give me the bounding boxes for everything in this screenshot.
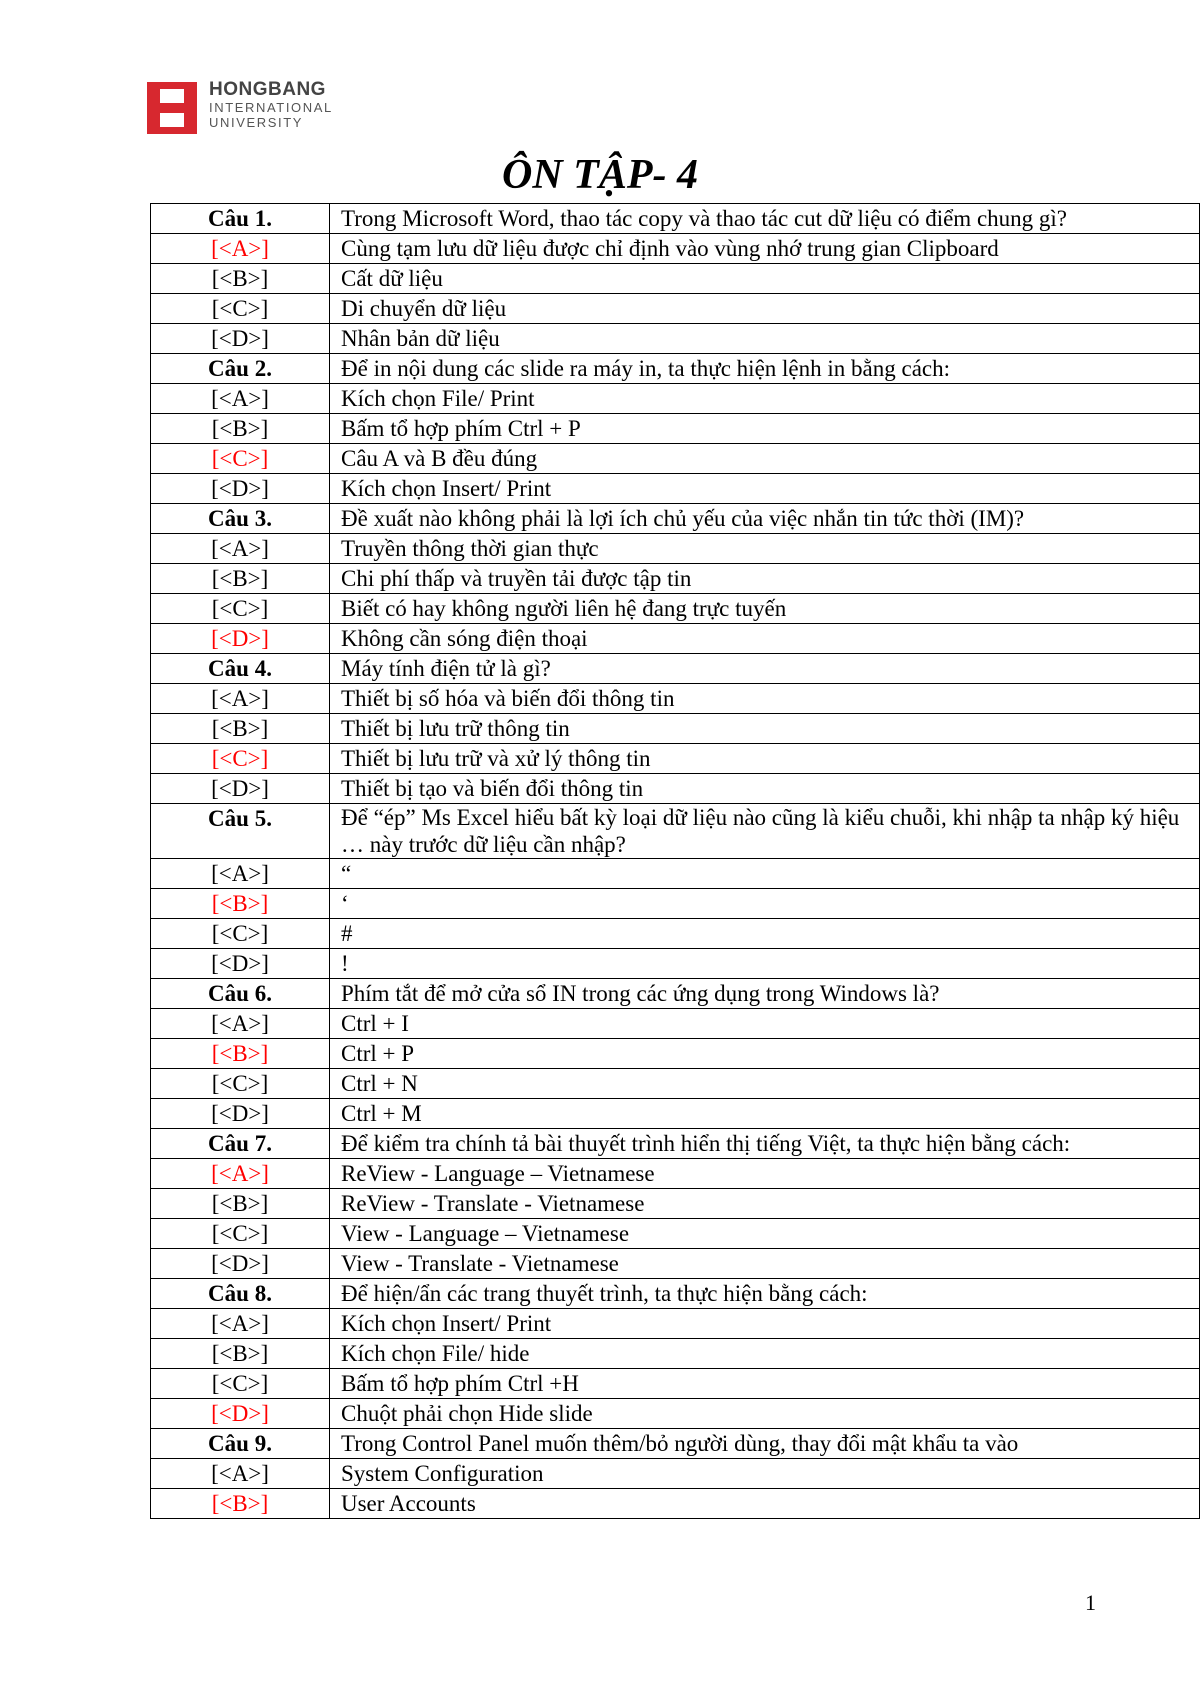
answer-option-row (151, 444, 1200, 474)
page-number: 1 (1085, 1590, 1096, 1615)
answer-option-row (151, 264, 1200, 294)
question-row (151, 1279, 1200, 1309)
option-text: Biết có hay không người liên hệ đang trực tuyến (330, 594, 1200, 624)
option-text: Không cần sóng điện thoại (330, 624, 1200, 654)
option-text: Cất dữ liệu (330, 264, 1200, 294)
option-label: [<B>] (151, 714, 330, 744)
option-text: ReView - Language – Vietnamese (330, 1159, 1200, 1189)
option-text: Chuột phải chọn Hide slide (330, 1399, 1200, 1429)
correct-option-label: [<D>] (151, 624, 330, 654)
question-row (151, 204, 1200, 234)
question-number: Câu 4. (151, 654, 330, 684)
answer-option-row (151, 859, 1200, 889)
option-label: [<B>] (151, 1339, 330, 1369)
question-number: Câu 7. (151, 1129, 330, 1159)
answer-option-row (151, 1339, 1200, 1369)
option-label: [<C>] (151, 1069, 330, 1099)
correct-option-label: [<C>] (151, 744, 330, 774)
answer-option-row (151, 1459, 1200, 1489)
answer-option-row (151, 949, 1200, 979)
option-text: Kích chọn Insert/ Print (330, 1309, 1200, 1339)
option-label: [<A>] (151, 1459, 330, 1489)
page-title: ÔN TẬP- 4 (502, 152, 698, 198)
option-label: [<A>] (151, 859, 330, 889)
option-text: Kích chọn File/ Print (330, 384, 1200, 414)
answer-option-row (151, 474, 1200, 504)
question-number: Câu 9. (151, 1429, 330, 1459)
option-text: Kích chọn Insert/ Print (330, 474, 1200, 504)
option-label: [<D>] (151, 949, 330, 979)
correct-option-label: [<C>] (151, 444, 330, 474)
option-text: View - Language – Vietnamese (330, 1219, 1200, 1249)
option-text: Bấm tổ hợp phím Ctrl +H (330, 1369, 1200, 1399)
option-label: [<D>] (151, 324, 330, 354)
option-label: [<A>] (151, 684, 330, 714)
option-label: [<D>] (151, 1099, 330, 1129)
h-logo-icon (147, 82, 197, 134)
option-text: Chi phí thấp và truyền tải được tập tin (330, 564, 1200, 594)
answer-option-row (151, 714, 1200, 744)
question-row (151, 654, 1200, 684)
answer-option-row (151, 1069, 1200, 1099)
question-number: Câu 1. (151, 204, 330, 234)
answer-option-row (151, 534, 1200, 564)
option-text: System Configuration (330, 1459, 1200, 1489)
question-text: Để “ép” Ms Excel hiểu bất kỳ loại dữ liệu nào cũng là kiểu chuỗi, khi nhập ta nhập ký hiệu … này trước dữ liệu cần nhập? (330, 804, 1200, 859)
logo-line-1: HONGBANG (209, 79, 326, 100)
correct-option-label: [<B>] (151, 1489, 330, 1519)
question-text: Để kiểm tra chính tả bài thuyết trình hiển thị tiếng Việt, ta thực hiện bằng cách: (330, 1129, 1200, 1159)
option-label: [<B>] (151, 264, 330, 294)
answer-option-row (151, 384, 1200, 414)
question-text: Đề xuất nào không phải là lợi ích chủ yếu của việc nhắn tin tức thời (IM)? (330, 504, 1200, 534)
option-text: Thiết bị lưu trữ thông tin (330, 714, 1200, 744)
answer-option-row (151, 234, 1200, 264)
answer-option-row (151, 1219, 1200, 1249)
option-text: Ctrl + I (330, 1009, 1200, 1039)
option-text: Thiết bị số hóa và biến đổi thông tin (330, 684, 1200, 714)
question-number: Câu 3. (151, 504, 330, 534)
question-row (151, 804, 1200, 859)
answer-option-row (151, 1039, 1200, 1069)
option-text: Truyền thông thời gian thực (330, 534, 1200, 564)
option-text: Ctrl + M (330, 1099, 1200, 1129)
correct-option-label: [<A>] (151, 1159, 330, 1189)
option-label: [<C>] (151, 1219, 330, 1249)
question-text: Máy tính điện tử là gì? (330, 654, 1200, 684)
option-text: Kích chọn File/ hide (330, 1339, 1200, 1369)
question-text: Để in nội dung các slide ra máy in, ta thực hiện lệnh in bằng cách: (330, 354, 1200, 384)
answer-option-row (151, 1189, 1200, 1219)
university-logo (147, 80, 357, 136)
question-number: Câu 5. (151, 804, 330, 859)
answer-option-row (151, 1009, 1200, 1039)
option-text: ! (330, 949, 1200, 979)
option-label: [<B>] (151, 564, 330, 594)
question-table (150, 203, 1200, 1519)
option-label: [<C>] (151, 919, 330, 949)
option-text: Ctrl + P (330, 1039, 1200, 1069)
question-row (151, 1429, 1200, 1459)
option-text: “ (330, 859, 1200, 889)
option-text: ‘ (330, 889, 1200, 919)
question-text: Để hiện/ẩn các trang thuyết trình, ta thực hiện bằng cách: (330, 1279, 1200, 1309)
answer-option-row (151, 744, 1200, 774)
question-table-body (151, 204, 1200, 1519)
option-text: Câu A và B đều đúng (330, 444, 1200, 474)
correct-option-label: [<D>] (151, 1399, 330, 1429)
option-label: [<A>] (151, 1009, 330, 1039)
option-label: [<B>] (151, 414, 330, 444)
option-label: [<D>] (151, 774, 330, 804)
question-row (151, 504, 1200, 534)
answer-option-row (151, 919, 1200, 949)
answer-option-row (151, 1249, 1200, 1279)
answer-option-row (151, 294, 1200, 324)
question-text: Trong Control Panel muốn thêm/bỏ người dùng, thay đổi mật khẩu ta vào (330, 1429, 1200, 1459)
answer-option-row (151, 774, 1200, 804)
answer-option-row (151, 684, 1200, 714)
option-label: [<B>] (151, 1189, 330, 1219)
correct-option-label: [<B>] (151, 1039, 330, 1069)
option-label: [<A>] (151, 1309, 330, 1339)
question-number: Câu 8. (151, 1279, 330, 1309)
answer-option-row (151, 414, 1200, 444)
question-number: Câu 2. (151, 354, 330, 384)
question-text: Trong Microsoft Word, thao tác copy và thao tác cut dữ liệu có điểm chung gì? (330, 204, 1200, 234)
option-text: Cùng tạm lưu dữ liệu được chỉ định vào vùng nhớ trung gian Clipboard (330, 234, 1200, 264)
question-row (151, 1129, 1200, 1159)
correct-option-label: [<B>] (151, 889, 330, 919)
option-text: # (330, 919, 1200, 949)
answer-option-row (151, 1369, 1200, 1399)
answer-option-row (151, 889, 1200, 919)
option-label: [<A>] (151, 384, 330, 414)
option-text: User Accounts (330, 1489, 1200, 1519)
option-label: [<D>] (151, 474, 330, 504)
option-label: [<C>] (151, 594, 330, 624)
option-text: Thiết bị lưu trữ và xử lý thông tin (330, 744, 1200, 774)
answer-option-row (151, 624, 1200, 654)
answer-option-row (151, 324, 1200, 354)
question-row (151, 979, 1200, 1009)
answer-option-row (151, 594, 1200, 624)
answer-option-row (151, 1489, 1200, 1519)
option-text: Bấm tổ hợp phím Ctrl + P (330, 414, 1200, 444)
option-text: Di chuyển dữ liệu (330, 294, 1200, 324)
option-label: [<D>] (151, 1249, 330, 1279)
answer-option-row (151, 1099, 1200, 1129)
option-text: Nhân bản dữ liệu (330, 324, 1200, 354)
answer-option-row (151, 564, 1200, 594)
option-text: ReView - Translate - Vietnamese (330, 1189, 1200, 1219)
question-text: Phím tắt để mở cửa sổ IN trong các ứng dụng trong Windows là? (330, 979, 1200, 1009)
question-row (151, 354, 1200, 384)
correct-option-label: [<A>] (151, 234, 330, 264)
answer-option-row (151, 1399, 1200, 1429)
logo-wordmark (209, 80, 333, 130)
answer-option-row (151, 1159, 1200, 1189)
logo-line-2: INTERNATIONAL (209, 100, 333, 115)
option-label: [<C>] (151, 1369, 330, 1399)
answer-option-row (151, 1309, 1200, 1339)
option-text: Thiết bị tạo và biến đổi thông tin (330, 774, 1200, 804)
option-label: [<A>] (151, 534, 330, 564)
logo-line-3: UNIVERSITY (209, 115, 304, 130)
option-text: View - Translate - Vietnamese (330, 1249, 1200, 1279)
option-label: [<C>] (151, 294, 330, 324)
question-number: Câu 6. (151, 979, 330, 1009)
option-text: Ctrl + N (330, 1069, 1200, 1099)
